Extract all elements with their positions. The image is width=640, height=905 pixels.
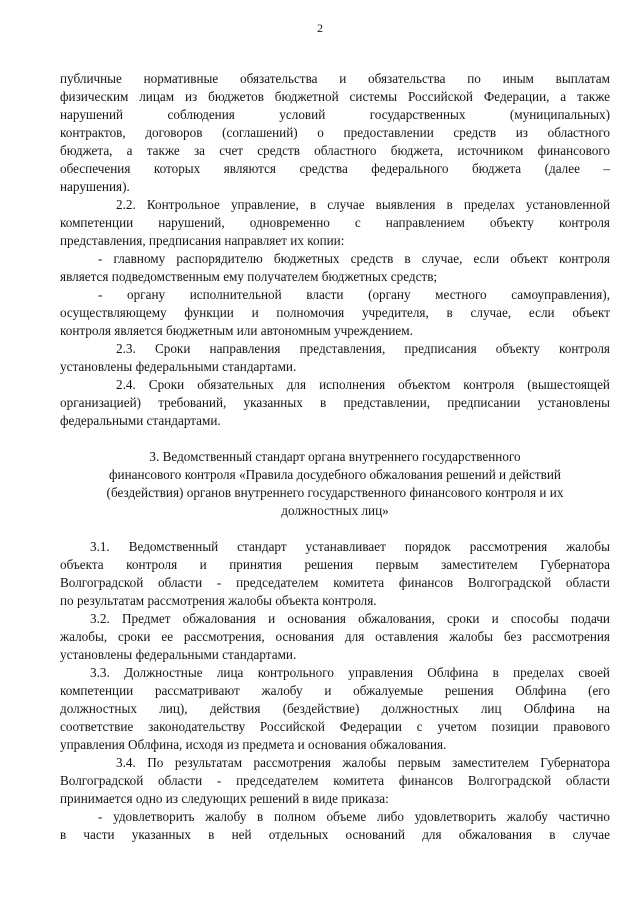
text-line: физическим лицам из бюджетов бюджетной системы Российской Федерации, а также	[60, 89, 610, 104]
text-line: публичные нормативные обязательства и обязательства по иным выплатам	[60, 71, 610, 86]
text-line: является подведомственным ему получателем бюджетных средств;	[60, 269, 438, 284]
text-line: 2.4. Сроки обязательных для исполнения объектом контроля (вышестоящей	[116, 377, 610, 392]
section-heading-line: финансового контроля «Правила досудебного обжалования решений и действий	[108, 467, 561, 482]
text-line: бюджета, а также за счет средств областного бюджета, источником финансового	[60, 143, 610, 158]
text-line: нарушения).	[60, 179, 130, 194]
text-line: 3.3. Должностные лица контрольного управления Облфина в пределах своей	[90, 665, 610, 680]
text-line: осуществляющему функции и полномочия учредителя, в случае, если объект	[60, 305, 610, 320]
page-number: 2	[317, 21, 323, 35]
text-line: установлены федеральными стандартами.	[60, 359, 297, 374]
text-line: нарушений соблюдения условий государственных (муниципальных)	[60, 107, 610, 122]
text-line: Волгоградской области - председателем комитета финансов Волгоградской области	[60, 575, 610, 590]
text-line: 2.3. Сроки направления представления, предписания объекту контроля	[116, 341, 610, 356]
text-line: 3.4. По результатам рассмотрения жалобы первым заместителем Губернатора	[116, 755, 610, 770]
text-line: установлены федеральными стандартами.	[60, 647, 297, 662]
text-line: по результатам рассмотрения жалобы объекта контроля.	[60, 593, 377, 608]
text-line: компетенции рассматривают жалобу и обжалуемые решения Облфина (его	[60, 683, 610, 698]
text-line: федеральными стандартами.	[60, 413, 221, 428]
text-line: - удовлетворить жалобу в полном объеме либо удовлетворить жалобу частично	[98, 809, 610, 824]
text-line: контрактов, договоров (соглашений) о предоставлении средств из областного	[60, 125, 610, 140]
text-line: объекта контроля и принятия решения первым заместителем Губернатора	[60, 557, 610, 572]
text-line: организацией) требований, указанных в представлении, предписании установлены	[60, 395, 610, 410]
section-heading-line: 3. Ведомственный стандарт органа внутреннего государственного	[149, 449, 521, 464]
text-line: соответствие законодательству Российской Федерации с учетом позиции правового	[60, 719, 610, 734]
text-line: 2.2. Контрольное управление, в случае выявления в пределах установленной	[116, 197, 610, 212]
text-line: в части указанных в ней отдельных оснований для обжалования в случае	[60, 827, 610, 842]
text-line: управления Облфина, исходя из предмета и основания обжалования.	[60, 737, 447, 752]
text-line: принимается одно из следующих решений в виде приказа:	[60, 791, 389, 806]
text-line: Волгоградской области - председателем комитета финансов Волгоградской области	[60, 773, 610, 788]
section-heading-line: должностных лиц»	[281, 503, 389, 518]
text-line: должностных лиц), действия (бездействие) должностных лиц Облфина на	[60, 701, 610, 716]
text-line: - органу исполнительной власти (органу местного самоуправления),	[98, 287, 610, 302]
text-line: обеспечения которых являются средства федерального бюджета (далее –	[60, 161, 610, 176]
text-line: 3.2. Предмет обжалования и основания обжалования, сроки и способы подачи	[90, 611, 610, 626]
section-heading-line: (бездействия) органов внутреннего государственного финансового контроля и их	[106, 485, 564, 500]
text-line: компетенции нарушений, одновременно с направлением объекту контроля	[60, 215, 610, 230]
text-line: представления, предписания направляет их копии:	[60, 233, 345, 248]
text-line: контроля является бюджетным или автономным учреждением.	[60, 323, 413, 338]
text-line: 3.1. Ведомственный стандарт устанавливает порядок рассмотрения жалобы	[90, 539, 610, 554]
text-line: жалобы, сроки ее рассмотрения, основания для оставления жалобы без рассмотрения	[60, 629, 610, 644]
text-line: - главному распорядителю бюджетных средств в случае, если объект контроля	[98, 251, 610, 266]
